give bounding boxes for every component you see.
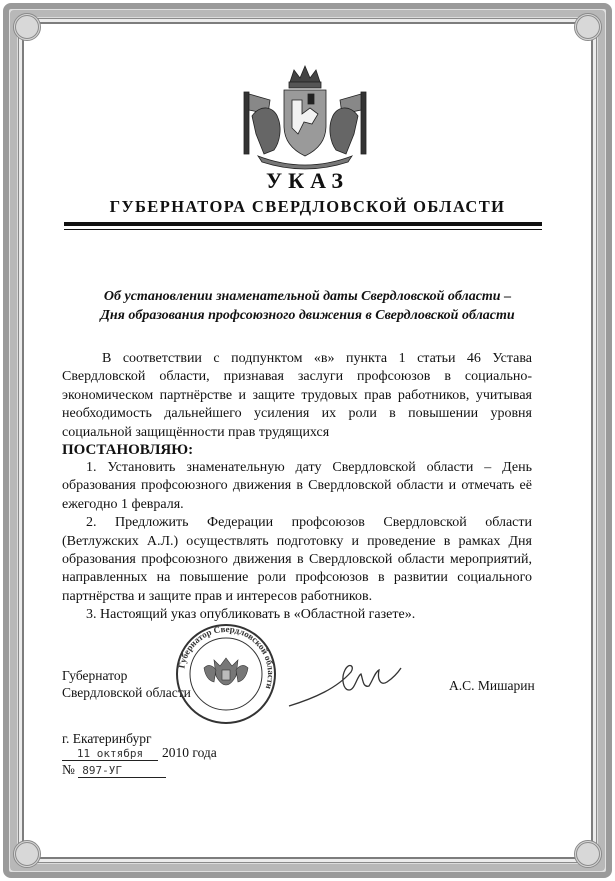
header-rule-thin [64,229,542,230]
decree-body [62,350,532,625]
position-line-1: Губернатор [62,668,128,683]
seal-text: Губернатор Свердловской области [176,623,277,691]
decree-item-3: 3. Настоящий указ опубликовать в «Областной газете». [86,607,416,623]
number-handwritten: 897-УГ [78,764,166,778]
subject-line-2: Дня образования профсоюзного движения в Свердловской области [100,308,515,323]
decree-number [62,762,166,778]
position-line-2: Свердловской области [62,685,191,700]
coat-of-arms-icon [230,64,380,170]
frame-corner-ornament [13,840,41,868]
header-rule-thick [64,222,542,226]
decree-subject [60,287,555,325]
frame-corner-ornament [13,13,41,41]
signatory-position [62,667,191,701]
place-of-signing: г. Екатеринбург [62,731,152,746]
signatory-name: А.С. Мишарин [449,678,535,693]
decree-date [62,745,217,763]
decree-heading: ПОСТАНОВЛЯЮ: [62,442,194,459]
official-seal-icon [174,622,278,726]
number-prefix: № [62,762,75,777]
document-subtitle: ГУБЕРНАТОРА СВЕРДЛОВСКОЙ ОБЛАСТИ [109,197,506,216]
subject-line-1: Об установлении знаменательной даты Свердловской области – [103,289,512,304]
preamble-paragraph: В соответствии с подпунктом «в» пункта 1 статьи 46 Устава Свердловской области, признавая заслуги профсоюзов в социально-экономическом партнёрстве и защите трудовых прав работников, учитывая необходимость дальнейшего усиления их роли в повышении уровня социальной защищённости прав трудящихся [62,351,532,440]
handwritten-signature-icon [285,650,405,710]
date-year: 2010 года [162,745,217,760]
date-handwritten: 11 октября [62,747,158,761]
frame-corner-ornament [574,13,602,41]
decree-item-2: 2. Предложить Федерации профсоюзов Свердловской области (Ветлужских А.Л.) осуществлять подготовку и проведение в рамках Дня образования профсоюзного движения в Свердловской области мероприятий, направленных на повышение роли профсоюзов в развитии социального партнёрства и защите прав и интересов работников. [62,515,532,604]
frame-corner-ornament [574,840,602,868]
decree-item-1: 1. Установить знаменательную дату Свердловской области – День образования профсоюзного движения в Свердловской области и отмечать её ежегодно 1 февраля. [62,460,532,512]
document-title: УКАЗ [265,168,350,193]
